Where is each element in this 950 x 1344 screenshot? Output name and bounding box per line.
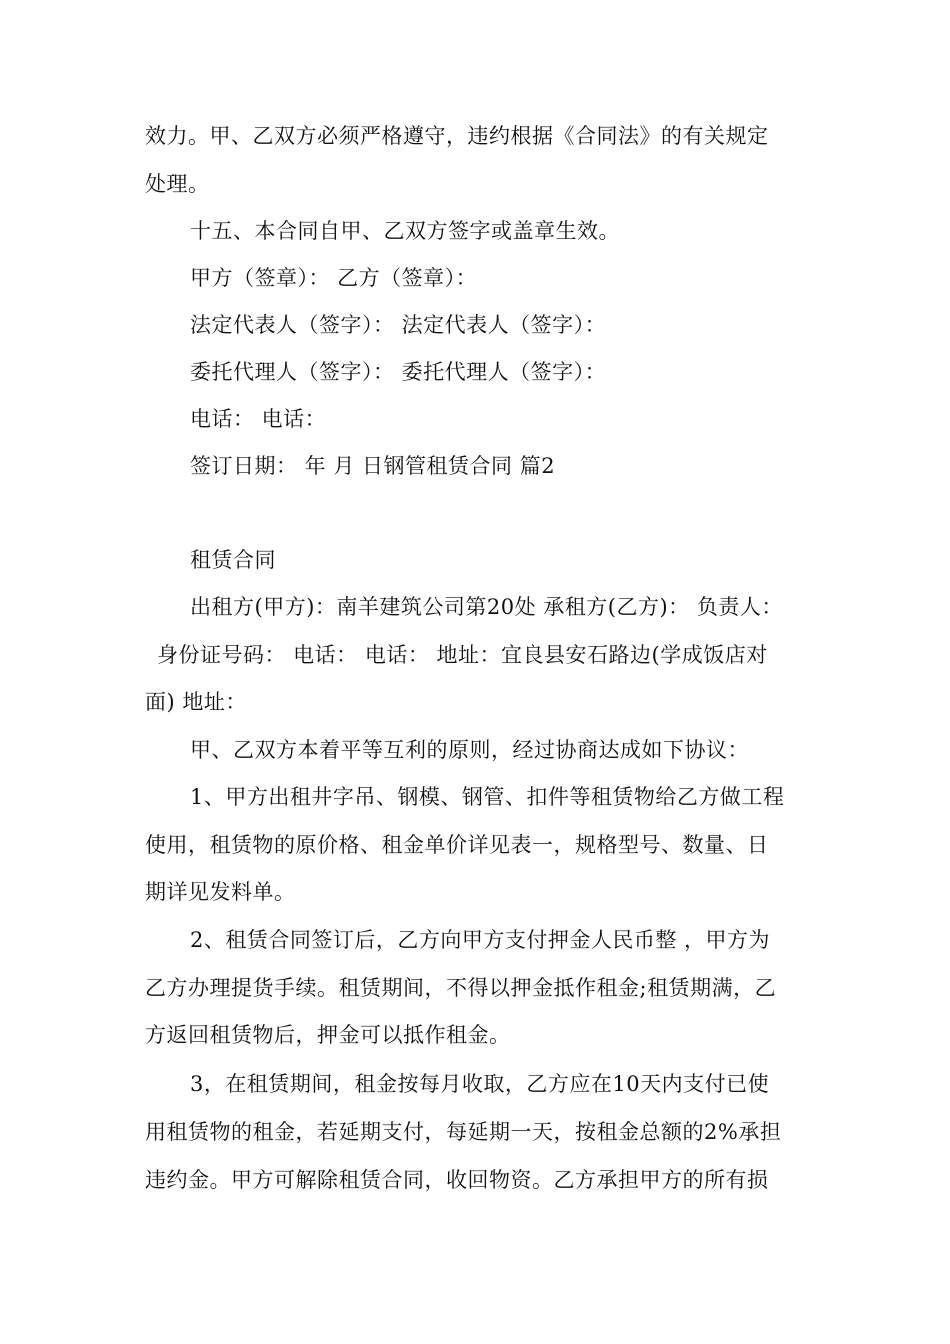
clause-one: 1、甲方出租井字吊、钢模、钢管、扣件等租赁物给乙方做工程: [190, 785, 785, 809]
text-line: 效力。甲、乙双方必须严格遵守，违约根据《合同法》的有关规定: [145, 124, 769, 148]
text-line: 处理。: [145, 172, 210, 196]
phone-line: 电话： 电话：: [190, 407, 327, 431]
contract-title: 租赁合同: [190, 548, 276, 572]
text-line: 期详见发料单。: [145, 880, 296, 904]
authorized-agent-line: 委托代理人（签字）： 委托代理人（签字）：: [190, 360, 607, 384]
text-line: 面) 地址：: [145, 690, 247, 714]
signing-date-line: 签订日期： 年 月 日钢管租赁合同 篇2: [190, 454, 556, 478]
signature-parties-line: 甲方（签章）： 乙方（签章）：: [190, 266, 478, 290]
text-line: 使用，租赁物的原价格、租金单价详见表一，规格型号、数量、日: [145, 833, 769, 857]
id-phone-address-line: 身份证号码： 电话： 电话： 地址：宜良县安石路边(学成饭店对: [157, 643, 768, 667]
clause-fifteen: 十五、本合同自甲、乙双方签字或盖章生效。: [190, 219, 620, 243]
text-line: 乙方办理提货手续。租赁期间，不得以押金抵作租金;租赁期满，乙: [145, 976, 777, 1000]
text-line: 方返回租赁物后，押金可以抵作租金。: [145, 1023, 511, 1047]
clause-three: 3，在租赁期间，租金按每月收取，乙方应在10天内支付已使: [190, 1072, 770, 1096]
text-line: 违约金。甲方可解除租赁合同，收回物资。乙方承担甲方的所有损: [145, 1168, 769, 1192]
legal-representative-line: 法定代表人（签字）： 法定代表人（签字）：: [190, 313, 607, 337]
lessor-lessee-line: 出租方(甲方)：南羊建筑公司第20处 承租方(乙方)： 负责人：: [190, 595, 783, 619]
clause-two: 2、租赁合同签订后，乙方向甲方支付押金人民币整 ，甲方为: [190, 928, 771, 952]
agreement-intro: 甲、乙双方本着平等互利的原则，经过协商达成如下协议：: [190, 738, 749, 762]
text-line: 用租赁物的租金，若延期支付，每延期一天，按租金总额的2%承担: [145, 1120, 782, 1144]
